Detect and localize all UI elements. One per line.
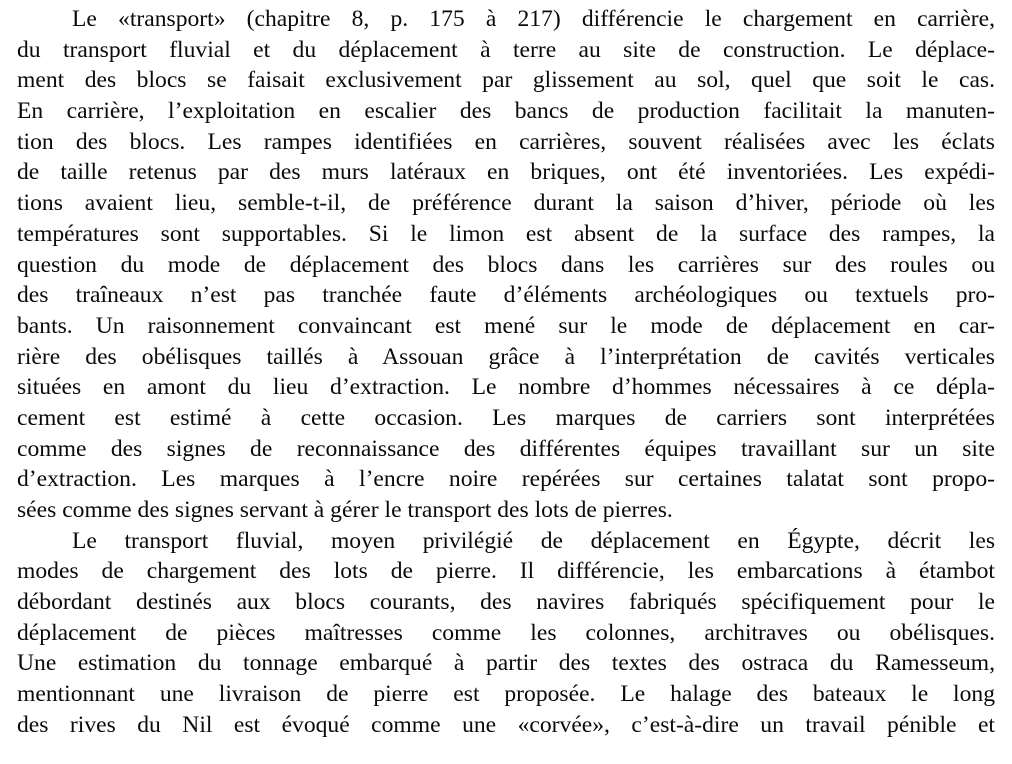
text-line: sées comme des signes servant à gérer le transport des lots de pierres. [17,497,673,523]
text-line: des rives du Nil est évoqué comme une «corvée», c’est-à-dire un travail pénible et [17,711,995,738]
text-line: tion des blocs. Les rampes identifiées en carrières, souvent réalisées avec les éclats [17,128,995,155]
text-line: rière des obélisques taillés à Assouan grâce à l’interprétation de cavités verticales [17,343,995,370]
paragraph-1 [17,4,995,526]
text-line: tions avaient lieu, semble-t-il, de préférence durant la saison d’hiver, période où les [17,190,995,217]
text-line: températures sont supportables. Si le limon est absent de la surface des rampes, la [17,220,995,247]
text-line: Le transport fluvial, moyen privilégié de déplacement en Égypte, décrit les [72,527,995,554]
text-line: d’extraction. Les marques à l’encre noire repérées sur certaines talatat sont propo- [17,466,995,493]
text-line: du transport fluvial et du déplacement à terre au site de construction. Le déplace- [17,36,995,63]
text-line: situées en amont du lieu d’extraction. Le nombre d’hommes nécessaires à ce dépla- [17,374,995,401]
text-line: bants. Un raisonnement convaincant est mené sur le mode de déplacement en car- [17,312,995,339]
text-line: modes de chargement des lots de pierre. Il différencie, les embarcations à étambot [17,558,995,585]
text-line: débordant destinés aux blocs courants, des navires fabriqués spécifiquement pour le [17,589,995,616]
text-line: question du mode de déplacement des blocs dans les carrières sur des roules ou [17,251,995,278]
text-line: mentionnant une livraison de pierre est proposée. Le halage des bateaux le long [17,681,995,708]
body-text [17,4,995,741]
text-line: cement est estimé à cette occasion. Les marques de carriers sont interprétées [17,404,995,431]
text-line: de taille retenus par des murs latéraux en briques, ont été inventoriées. Les expédi- [17,159,995,186]
paragraph-2 [17,526,995,741]
text-line: Le «transport» (chapitre 8, p. 175 à 217) différencie le chargement en carrière, [72,6,995,32]
text-line: comme des signes de reconnaissance des différentes équipes travaillant sur un site [17,435,995,462]
text-line: des traîneaux n’est pas tranchée faute d’éléments archéologiques ou textuels pro- [17,282,995,309]
text-line: Une estimation du tonnage embarqué à partir des textes des ostraca du Ramesseum, [17,650,995,677]
text-line: En carrière, l’exploitation en escalier des bancs de production facilitait la manuten- [17,98,995,125]
text-line: déplacement de pièces maîtresses comme les colonnes, architraves ou obélisques. [17,619,995,646]
text-line: ment des blocs se faisait exclusivement par glissement au sol, quel que soit le cas. [17,67,995,94]
